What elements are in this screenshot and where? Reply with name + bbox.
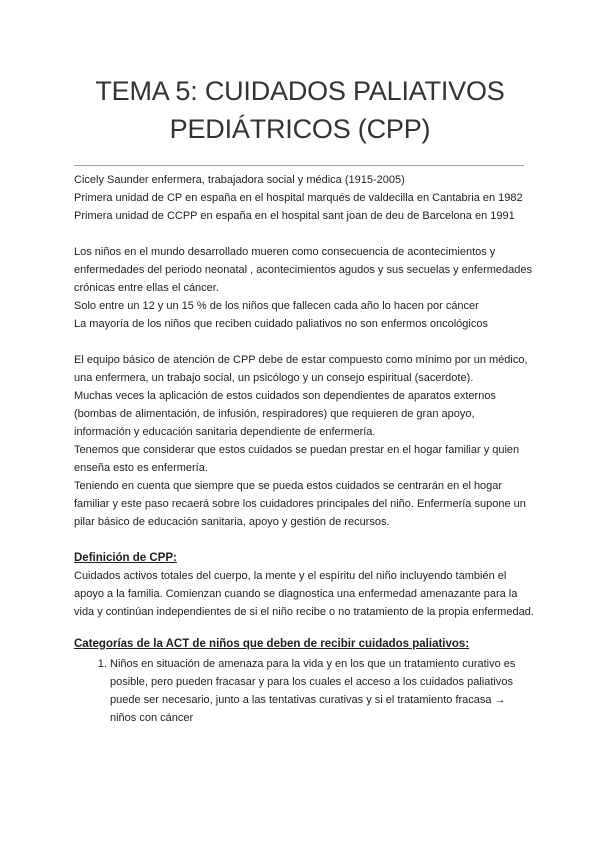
title-line-2: PEDIÁTRICOS (CPP) (169, 114, 431, 144)
categories-heading: Categorías de la ACT de niños que deben de recibir cuidados paliativos: (74, 638, 470, 650)
paragraph: Teniendo en cuenta que siempre que se pueda estos cuidados se centrarán en el hogar familiar y este paso recaerá sobre los cuidadores principales del niño. Enfermería supone un pilar básico de educación sanitaria, apoyo y gestión de recursos. (74, 480, 526, 528)
intro-line: Primera unidad de CP en españa en el hospital marqués de valdecilla en Cantabria en 1982 (74, 192, 523, 204)
intro-block (74, 171, 534, 225)
paragraph: Tenemos que considerar que estos cuidados se puedan prestar en el hogar familiar y quien enseña esto es enfermería. (74, 444, 520, 474)
paragraph: Muchas veces la aplicación de estos cuidados son dependientes de aparatos externos (bombas de alimentación, de infusión, respiradores) que requieren de gran apoyo, información y educación sanitaria dependiente de enfermería. (74, 390, 496, 438)
list-item: 1. Niños en situación de amenaza para la vida y en los que un tratamiento curativo es posible, pero pueden fracasar y para los cuales el acceso a los cuidados paliativos puede ser necesario, junto a las tentativas curativas y si el tratamiento fracasa → niños con cáncer (110, 655, 534, 727)
categories-list (74, 655, 534, 727)
paragraph: El equipo básico de atención de CPP debe de estar compuesto como mínimo por un médico, una enfermera, un trabajo social, un psicólogo y un consejo espiritual (sacerdote). (74, 354, 528, 384)
team-block (74, 351, 534, 531)
document-body (74, 171, 534, 727)
mortality-block (74, 243, 534, 333)
definition-text: Cuidados activos totales del cuerpo, la mente y el espíritu del niño incluyendo también el apoyo a la familia. Comienzan cuando se diagnostica una enfermedad amenazante para la vida y continúan independientes de si el niño recibe o no tratamiento de la propia enfermedad. (74, 570, 534, 618)
paragraph: Solo entre un 12 y un 15 % de los niños que fallecen cada año lo hacen por cáncer (74, 300, 479, 312)
intro-line: Primera unidad de CCPP en españa en el hospital sant joan de deu de Barcelona en 1991 (74, 210, 515, 222)
title-line-1: TEMA 5: CUIDADOS PALIATIVOS (95, 76, 505, 106)
page-title (60, 72, 540, 148)
definition-section (74, 549, 534, 621)
definition-heading: Definición de CPP: (74, 552, 177, 564)
paragraph: Los niños en el mundo desarrollado mueren como consecuencia de acontecimientos y enfermedades del periodo neonatal , acontecimientos agudos y sus secuelas y enfermedades crónicas entre ellas el cáncer. (74, 246, 533, 294)
intro-line: Cicely Saunder enfermera, trabajadora social y médica (1915-2005) (74, 174, 405, 186)
paragraph: La mayoría de los niños que reciben cuidado paliativos no son enfermos oncológicos (74, 318, 488, 330)
title-divider (74, 165, 524, 166)
categories-section (74, 635, 534, 727)
